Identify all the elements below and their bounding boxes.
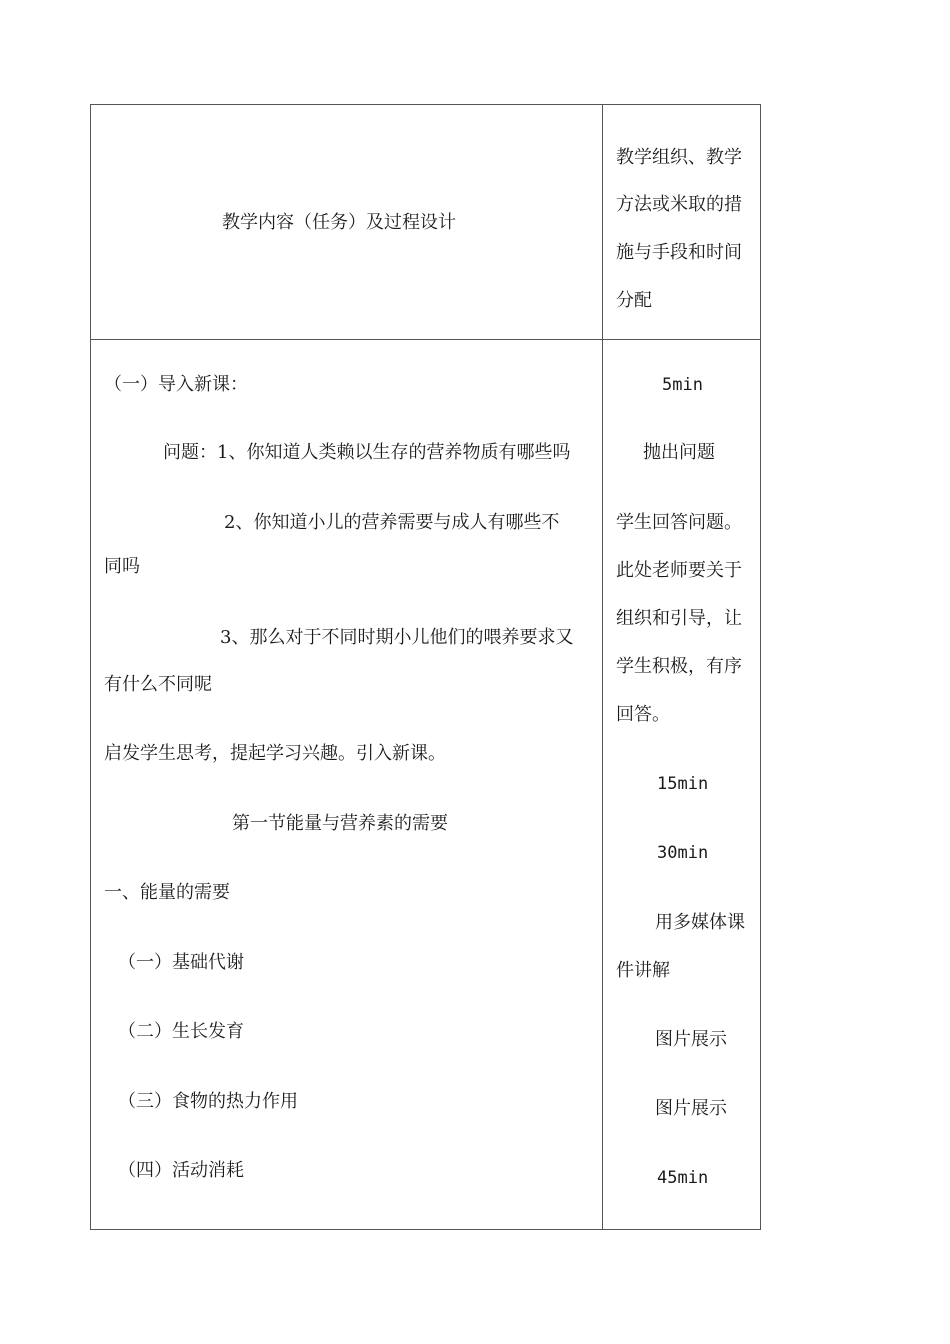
answer-note-line-2: 此处老师要关于 — [616, 560, 742, 581]
ask-question-note: 抛出问题 — [643, 442, 715, 463]
multimedia-note-cont: 件讲解 — [616, 960, 670, 981]
energy-heading: 一、能量的需要 — [104, 882, 230, 903]
list-item-activity: （四）活动消耗 — [118, 1160, 244, 1181]
answer-note-line-4: 学生积极，有序 — [616, 656, 742, 677]
picture-display-1: 图片展示 — [655, 1029, 727, 1050]
column-divider — [602, 105, 603, 1229]
intro-heading: （一）导入新课： — [104, 374, 248, 395]
section-title: 第一节能量与营养素的需要 — [232, 813, 448, 834]
inspire-text: 启发学生思考，提起学习兴趣。引入新课。 — [104, 743, 446, 764]
question-2: 2、你知道小儿的营养需要与成人有哪些不 — [224, 512, 560, 533]
list-item-basal-metabolism: （一）基础代谢 — [118, 952, 244, 973]
time-15min: 15min — [657, 774, 709, 794]
header-right-line-2: 方法或米取的措 — [616, 194, 742, 215]
question-3: 3、那么对于不同时期小儿他们的喂养要求又 — [220, 627, 574, 648]
header-right-line-4: 分配 — [616, 290, 652, 311]
multimedia-note: 用多媒体课 — [655, 912, 745, 933]
answer-note-line-5: 回答。 — [616, 704, 670, 725]
question-3-cont: 有什么不同呢 — [104, 674, 212, 695]
header-right-line-3: 施与手段和时间 — [616, 242, 742, 263]
list-item-growth: （二）生长发育 — [118, 1021, 244, 1042]
time-30min: 30min — [657, 843, 709, 863]
header-left: 教学内容（任务）及过程设计 — [222, 212, 456, 233]
time-45min: 45min — [657, 1168, 709, 1188]
picture-display-2: 图片展示 — [655, 1098, 727, 1119]
question-1: 问题：1、你知道人类赖以生存的营养物质有哪些吗 — [163, 442, 571, 463]
header-right-line-1: 教学组织、教学 — [616, 147, 742, 168]
answer-note-line-1: 学生回答问题。 — [616, 512, 742, 533]
time-5min: 5min — [662, 375, 703, 395]
header-divider — [91, 339, 760, 340]
answer-note-line-3: 组织和引导，让 — [616, 608, 742, 629]
list-item-thermic-effect: （三）食物的热力作用 — [118, 1091, 298, 1112]
question-2-cont: 同吗 — [104, 556, 140, 577]
